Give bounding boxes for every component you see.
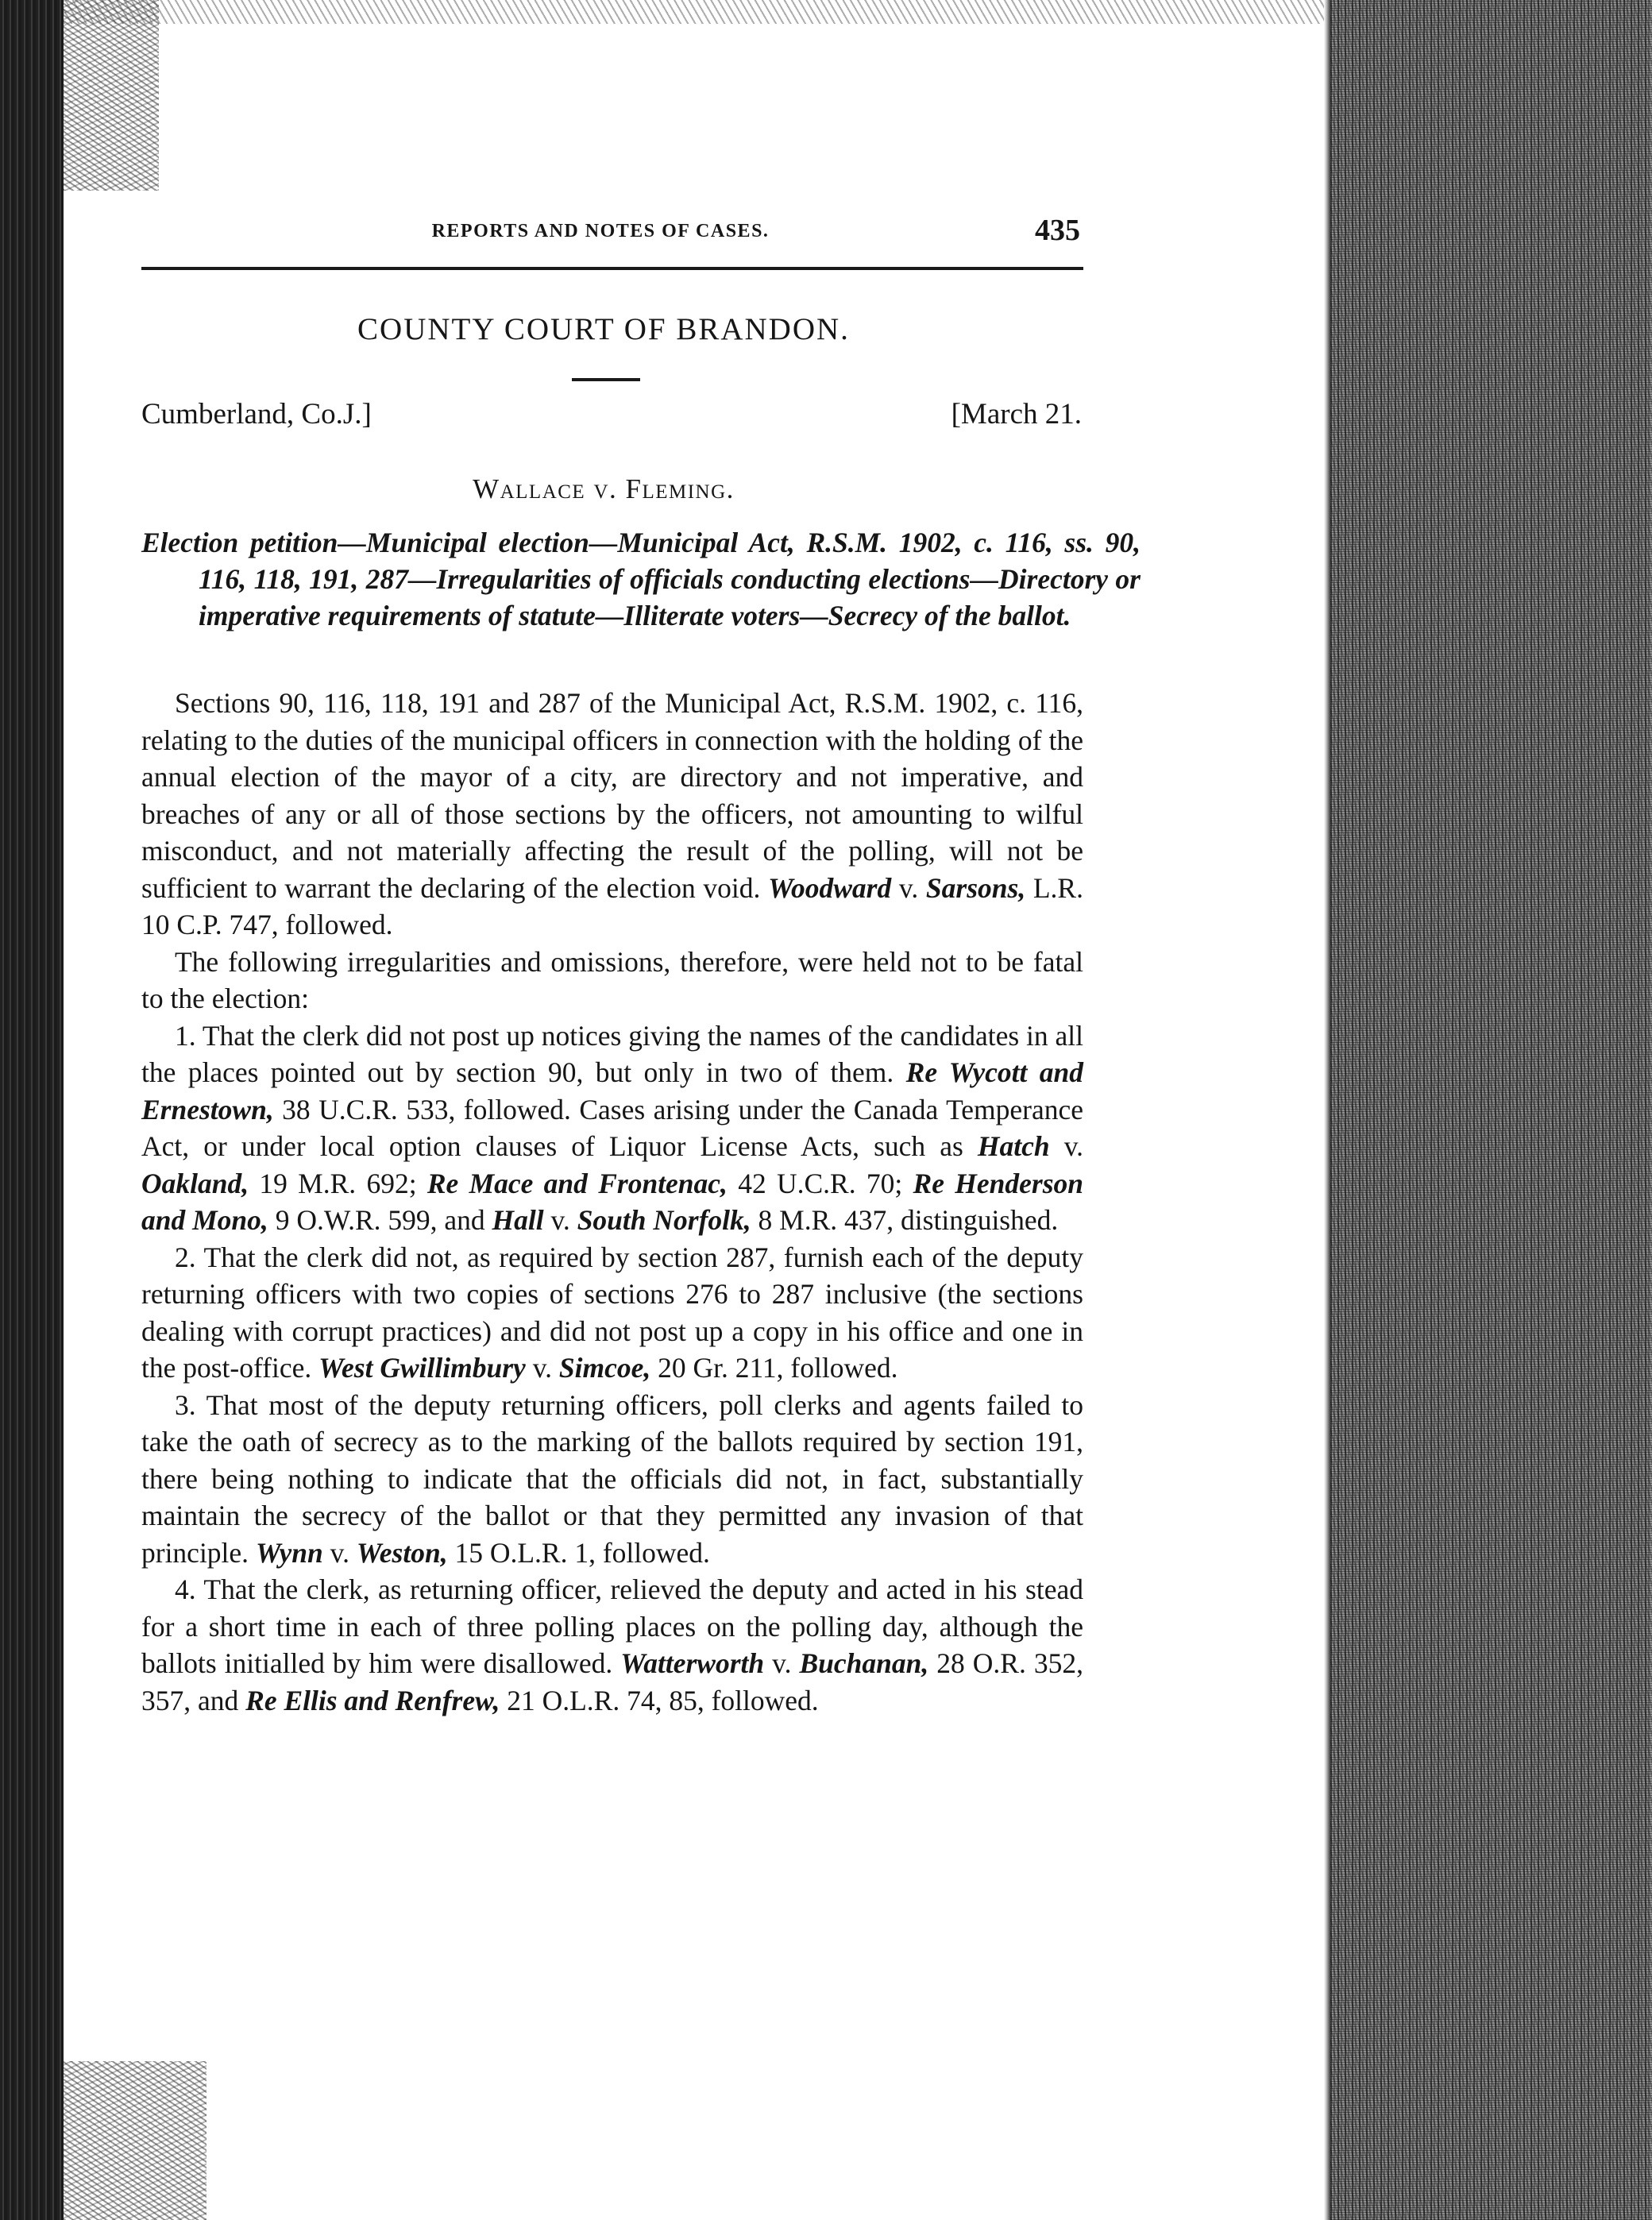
page-number: 435 — [1035, 214, 1080, 247]
paragraph-holding: Sections 90, 116, 118, 191 and 287 of the Municipal Act, R.S.M. 1902, c. 116, relating to the duties of the municipal officers in connection with the holding of the annual election of the mayor of a city, are directory and not imperative, and breaches of any or all of those sections by the officers, not amounting to wilful misconduct, and not materially affecting the result of the polling, will not be sufficient to warrant the declaring of the election void. Woodward v. Sarsons, L.R. 10 C.P. 747, followed. — [141, 687, 1083, 940]
judge-name: Cumberland, Co.J.] — [141, 398, 372, 430]
body-text — [141, 685, 1083, 1719]
paragraph-item-1: 1. That the clerk did not post up notices giving the names of the candidates in all the places pointed out by section 90, but only in two of them. Re Wycott and Ernestown, 38 U.C.R. 533, followed. Cases arising under the Canada Temperance Act, or under local option clauses of Liquor License Acts, such as Hatch v. Oakland, 19 M.R. 692; Re Mace and Frontenac, 42 U.C.R. 70; Re Henderson and Mono, 9 O.W.R. 599, and Hall v. South Norfolk, 8 M.R. 437, distinguished. — [141, 1019, 1084, 1236]
court-title: COUNTY COURT OF BRANDON. — [357, 312, 850, 346]
case-title: Wallace v. Fleming. — [473, 473, 735, 504]
title-rule — [572, 378, 640, 381]
paragraph-item-2: 2. That the clerk did not, as required by section 287, furnish each of the deputy returning officers with two copies of sections 276 to 287 inclusive (the sections dealing with corrupt practices) and did not post up a copy in his office and one in the post-office. West Gwillimbury v. Simcoe, 20 Gr. 211, followed. — [141, 1241, 1083, 1384]
paragraph-irregularities-intro: The following irregularities and omissions, therefore, were held not to be fatal to the election: — [141, 945, 1083, 1014]
header-rule — [141, 267, 1083, 270]
judgment-date: [March 21. — [951, 398, 1082, 430]
headnote: Election petition—Municipal election—Municipal Act, R.S.M. 1902, c. 116, ss. 90, 116, 118, 191, 287—Irregularities of officials conducting elections—Directory or imperative requirements of statute—Illiterate voters—Secrecy of the ballot. — [141, 527, 1141, 631]
paragraph-item-4: 4. That the clerk, as returning officer, relieved the deputy and acted in his stead for a short time in each of three polling places on the polling day, although the ballots initialled by him were disallowed. Watterworth v. Buchanan, 28 O.R. 352, 357, and Re Ellis and Renfrew, 21 O.L.R. 74, 85, followed. — [141, 1573, 1083, 1716]
paragraph-item-3: 3. That most of the deputy returning officers, poll clerks and agents failed to take the oath of secrecy as to the marking of the ballots required by section 191, there being nothing to indicate that the officials did not, in fact, substantially maintain the secrecy of the ballot or that they permitted any invasion of that principle. Wynn v. Weston, 15 O.L.R. 1, followed. — [141, 1388, 1083, 1569]
running-head: REPORTS AND NOTES OF CASES. — [431, 221, 770, 241]
